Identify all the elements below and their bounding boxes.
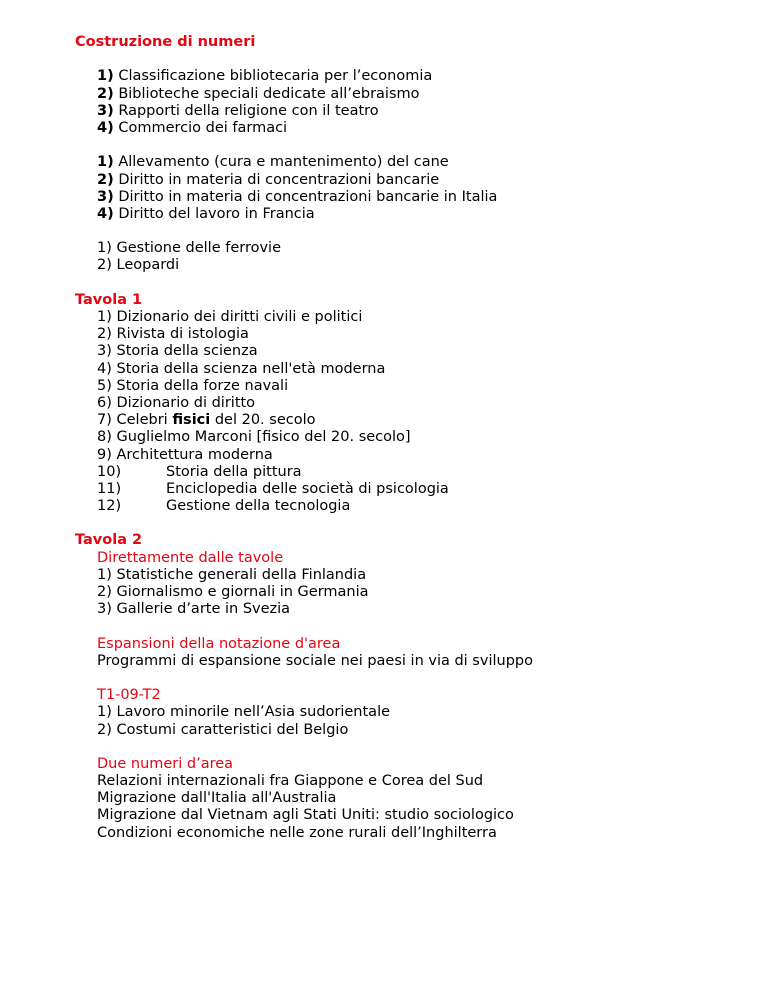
item-number: 2) [97,171,114,188]
item-number: 2) [97,326,112,343]
list-item [97,429,755,446]
item-text: Dizionario dei diritti civili e politici [116,309,363,325]
item-number: 2) [97,584,112,600]
list-item [97,464,755,481]
item-number: 3) [97,102,114,119]
item-text: Lavoro minorile nell’Asia sudorientale [116,704,391,721]
item-number: 10) [97,463,122,480]
item-text: Costumi caratteristici del Belgio [116,721,349,738]
item-text-post: del 20. secolo [210,412,316,429]
item-text-bold: fisici [172,412,211,429]
item-number: 11) [97,480,122,497]
list-item [97,240,755,257]
spacer [75,275,755,292]
text-line: Migrazione dall'Italia all'Australia [97,790,337,807]
item-text: Statistiche generali della Finlandia [116,566,367,583]
section-heading-tavola-1: Tavola 1 [75,291,143,308]
spacer [97,618,755,635]
item-text: Commercio dei farmaci [118,119,288,136]
spacer [75,51,755,68]
list-c [75,240,755,274]
list-item [97,189,755,206]
subsection-label: T1-09-T2 [97,687,161,704]
subsection-label: Due numeri d’area [97,755,234,772]
list-item [97,481,755,498]
list-item [97,154,755,171]
list-item [97,68,755,85]
item-text: Rivista di istologia [116,326,249,343]
item-number: 5) [97,377,112,394]
list-item [97,326,755,343]
item-number: 1) [97,566,112,583]
list-item [97,704,755,721]
item-text: Diritto del lavoro in Francia [118,205,315,222]
item-text: Gestione delle ferrovie [116,240,282,257]
list-item [97,120,755,137]
list-item [97,206,755,223]
item-text: Allevamento (cura e mantenimento) del cane [118,154,449,171]
list-item [97,567,755,584]
tavola-2-body [75,550,755,842]
item-number: 9) [97,446,112,463]
item-text: Diritto in materia di concentrazioni bancarie in Italia [118,188,498,205]
list-item [97,309,755,326]
item-text: Storia della scienza nell'età moderna [116,360,386,377]
spacer [75,137,755,154]
text-line: Programmi di espansione sociale nei paesi in via di sviluppo [97,652,533,669]
item-text: Rapporti della religione con il teatro [118,102,379,119]
item-number: 1) [97,154,114,171]
list-item [97,601,755,618]
item-text: Diritto in materia di concentrazioni bancarie [118,171,440,188]
page-title: Costruzione di numeri [75,34,256,50]
tavola-1-list [75,309,755,515]
item-number: 4) [97,119,114,136]
item-number: 12) [97,498,122,515]
section-heading-tavola-2: Tavola 2 [75,532,143,549]
item-number: 3) [97,343,112,360]
item-text: Leopardi [116,257,180,274]
list-b [75,154,755,223]
spacer [97,739,755,756]
item-number: 4) [97,205,114,222]
item-number: 1) [97,309,112,325]
subsection-label: Espansioni della notazione d'area [97,635,341,652]
item-text: Guglielmo Marconi [fisico del 20. secolo] [116,429,411,446]
item-number: 1) [97,240,112,257]
list-item [97,343,755,360]
item-number: 6) [97,394,112,411]
subsection-label: Direttamente dalle tavole [97,549,284,566]
list-item [97,103,755,120]
item-text: Giornalismo e giornali in Germania [116,584,369,600]
list-a [75,68,755,137]
text-line: Migrazione dal Vietnam agli Stati Uniti: studio sociologico [97,807,514,824]
list-item [97,498,755,515]
item-number: 2) [97,85,114,102]
item-text: Storia della scienza [116,343,258,360]
item-number: 2) [97,721,112,738]
item-text: Biblioteche speciali dedicate all’ebraismo [118,85,420,102]
item-text-pre: Celebri [116,412,173,429]
item-text: Storia della forze navali [116,377,289,394]
item-number: 2) [97,257,112,274]
list-item [97,257,755,274]
spacer [75,223,755,240]
list-item [97,86,755,103]
item-text: Gestione della tecnologia [166,498,351,515]
spacer [97,670,755,687]
text-line: Condizioni economiche nelle zone rurali dell’Inghilterra [97,824,497,841]
document-page [75,34,755,842]
item-text: Storia della pittura [166,463,302,480]
item-text: Architettura moderna [116,446,273,463]
item-text: Dizionario di diritto [116,394,256,411]
spacer [75,515,755,532]
item-number: 8) [97,429,112,446]
list-item [97,412,755,429]
item-number: 1) [97,704,112,721]
item-text: Gallerie d’arte in Svezia [116,601,291,618]
item-number: 7) [97,412,112,429]
list-item [97,395,755,412]
list-item [97,361,755,378]
item-number: 3) [97,188,114,205]
list-item [97,447,755,464]
text-line: Relazioni internazionali fra Giappone e Corea del Sud [97,773,484,790]
item-number: 4) [97,360,112,377]
list-item [97,172,755,189]
list-item [97,722,755,739]
item-text: Classificazione bibliotecaria per l’economia [118,68,433,85]
item-text: Enciclopedia delle società di psicologia [166,480,449,497]
list-item [97,584,755,601]
list-item [97,378,755,395]
item-number: 1) [97,68,114,85]
item-number: 3) [97,601,112,618]
